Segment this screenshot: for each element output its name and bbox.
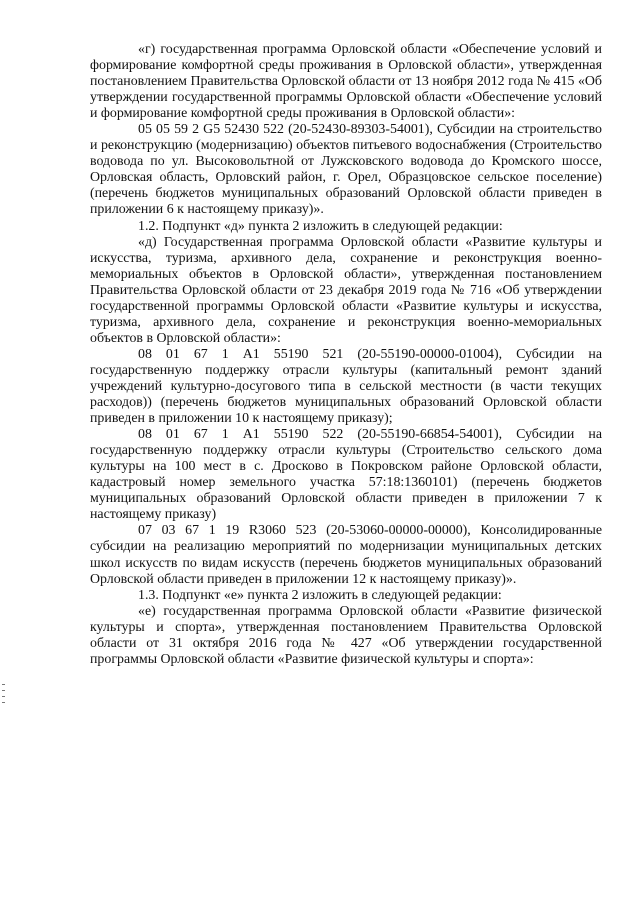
paragraph-code-culture-repair: 08 01 67 1 А1 55190 521 (20-55190-00000-01004), Субсидии на государственную поддержку отрасли культуры (капитальный ремонт зданий учреждений культурно-досугового типа в сельской местности (в части текущих расходов)) (перечень бюджетов муниципальных образований Орловской области приведен в приложении 10 к настоящему приказу); bbox=[90, 346, 602, 427]
scan-margin-mark bbox=[2, 684, 5, 685]
scan-margin-mark bbox=[2, 702, 5, 703]
paragraph-item-1-3: 1.3. Подпункт «е» пункта 2 изложить в следующей редакции: bbox=[138, 587, 502, 603]
paragraph-program-g: «г) государственная программа Орловской области «Обеспечение условий и формирование комфортной среды проживания в Орловской области», утвержденная постановлением Правительства Орловской области от 13 ноября 2012 года № 415 «Об утверждении государственной программы Орловской области «Обеспечение условий и формирование комфортной среды проживания в Орловской области»: bbox=[90, 42, 602, 122]
scan-margin-mark bbox=[2, 690, 5, 691]
paragraph-item-1-2: 1.2. Подпункт «д» пункта 2 изложить в следующей редакции: bbox=[138, 218, 503, 234]
document-body bbox=[90, 42, 602, 668]
paragraph-code-culture-building: 08 01 67 1 А1 55190 522 (20-55190-66854-54001), Субсидии на государственную поддержку отрасли культуры (Строительство сельского дома культуры на 100 мест в с. Дросково в Покровском районе Орловской области, кадастровый номер земельного участка 57:18:1360101) (перечень бюджетов муниципальных образований Орловской области приведен в приложении 7 к настоящему приказу) bbox=[90, 427, 602, 523]
scan-margin-mark bbox=[2, 696, 5, 697]
paragraph-code-water-supply: 05 05 59 2 G5 52430 522 (20-52430-89303-54001), Субсидии на строительство и реконструкцию (модернизацию) объектов питьевого водоснабжения (Строительство водовода по ул. Высоковольтной от Лужсковского водовода до Кромского шоссе, Орловская область, Орловский район, г. Орел, Образцовское сельское поселение) (перечень бюджетов муниципальных образований Орловской области приведен в приложении 6 к настоящему приказу)». bbox=[90, 122, 602, 218]
paragraph-code-art-schools: 07 03 67 1 19 R3060 523 (20-53060-00000-00000), Консолидированные субсидии на реализацию мероприятий по модернизации муниципальных детских школ искусств по видам искусств (перечень бюджетов муниципальных образований Орловской области приведен в приложении 12 к настоящему приказу)». bbox=[90, 523, 602, 587]
paragraph-program-e: «е) государственная программа Орловской области «Развитие физической культуры и спорта», утвержденная постановлением Правительства Орловской области от 31 октября 2016 года № 427 «Об утверждении государственной программы Орловской области «Развитие физической культуры и спорта»: bbox=[90, 603, 602, 667]
paragraph-program-d: «д) Государственная программа Орловской области «Развитие культуры и искусства, туризма, архивного дела, сохранение и реконструкция военно-мемориальных объектов в Орловской области», утвержденная постановлением Правительства Орловской области от 23 декабря 2019 года № 716 «Об утверждении государственной программы Орловской области «Развитие культуры и искусства, туризма, архивного дела, сохранение и реконструкция военно-мемориальных объектов в Орловской области»: bbox=[90, 234, 602, 346]
